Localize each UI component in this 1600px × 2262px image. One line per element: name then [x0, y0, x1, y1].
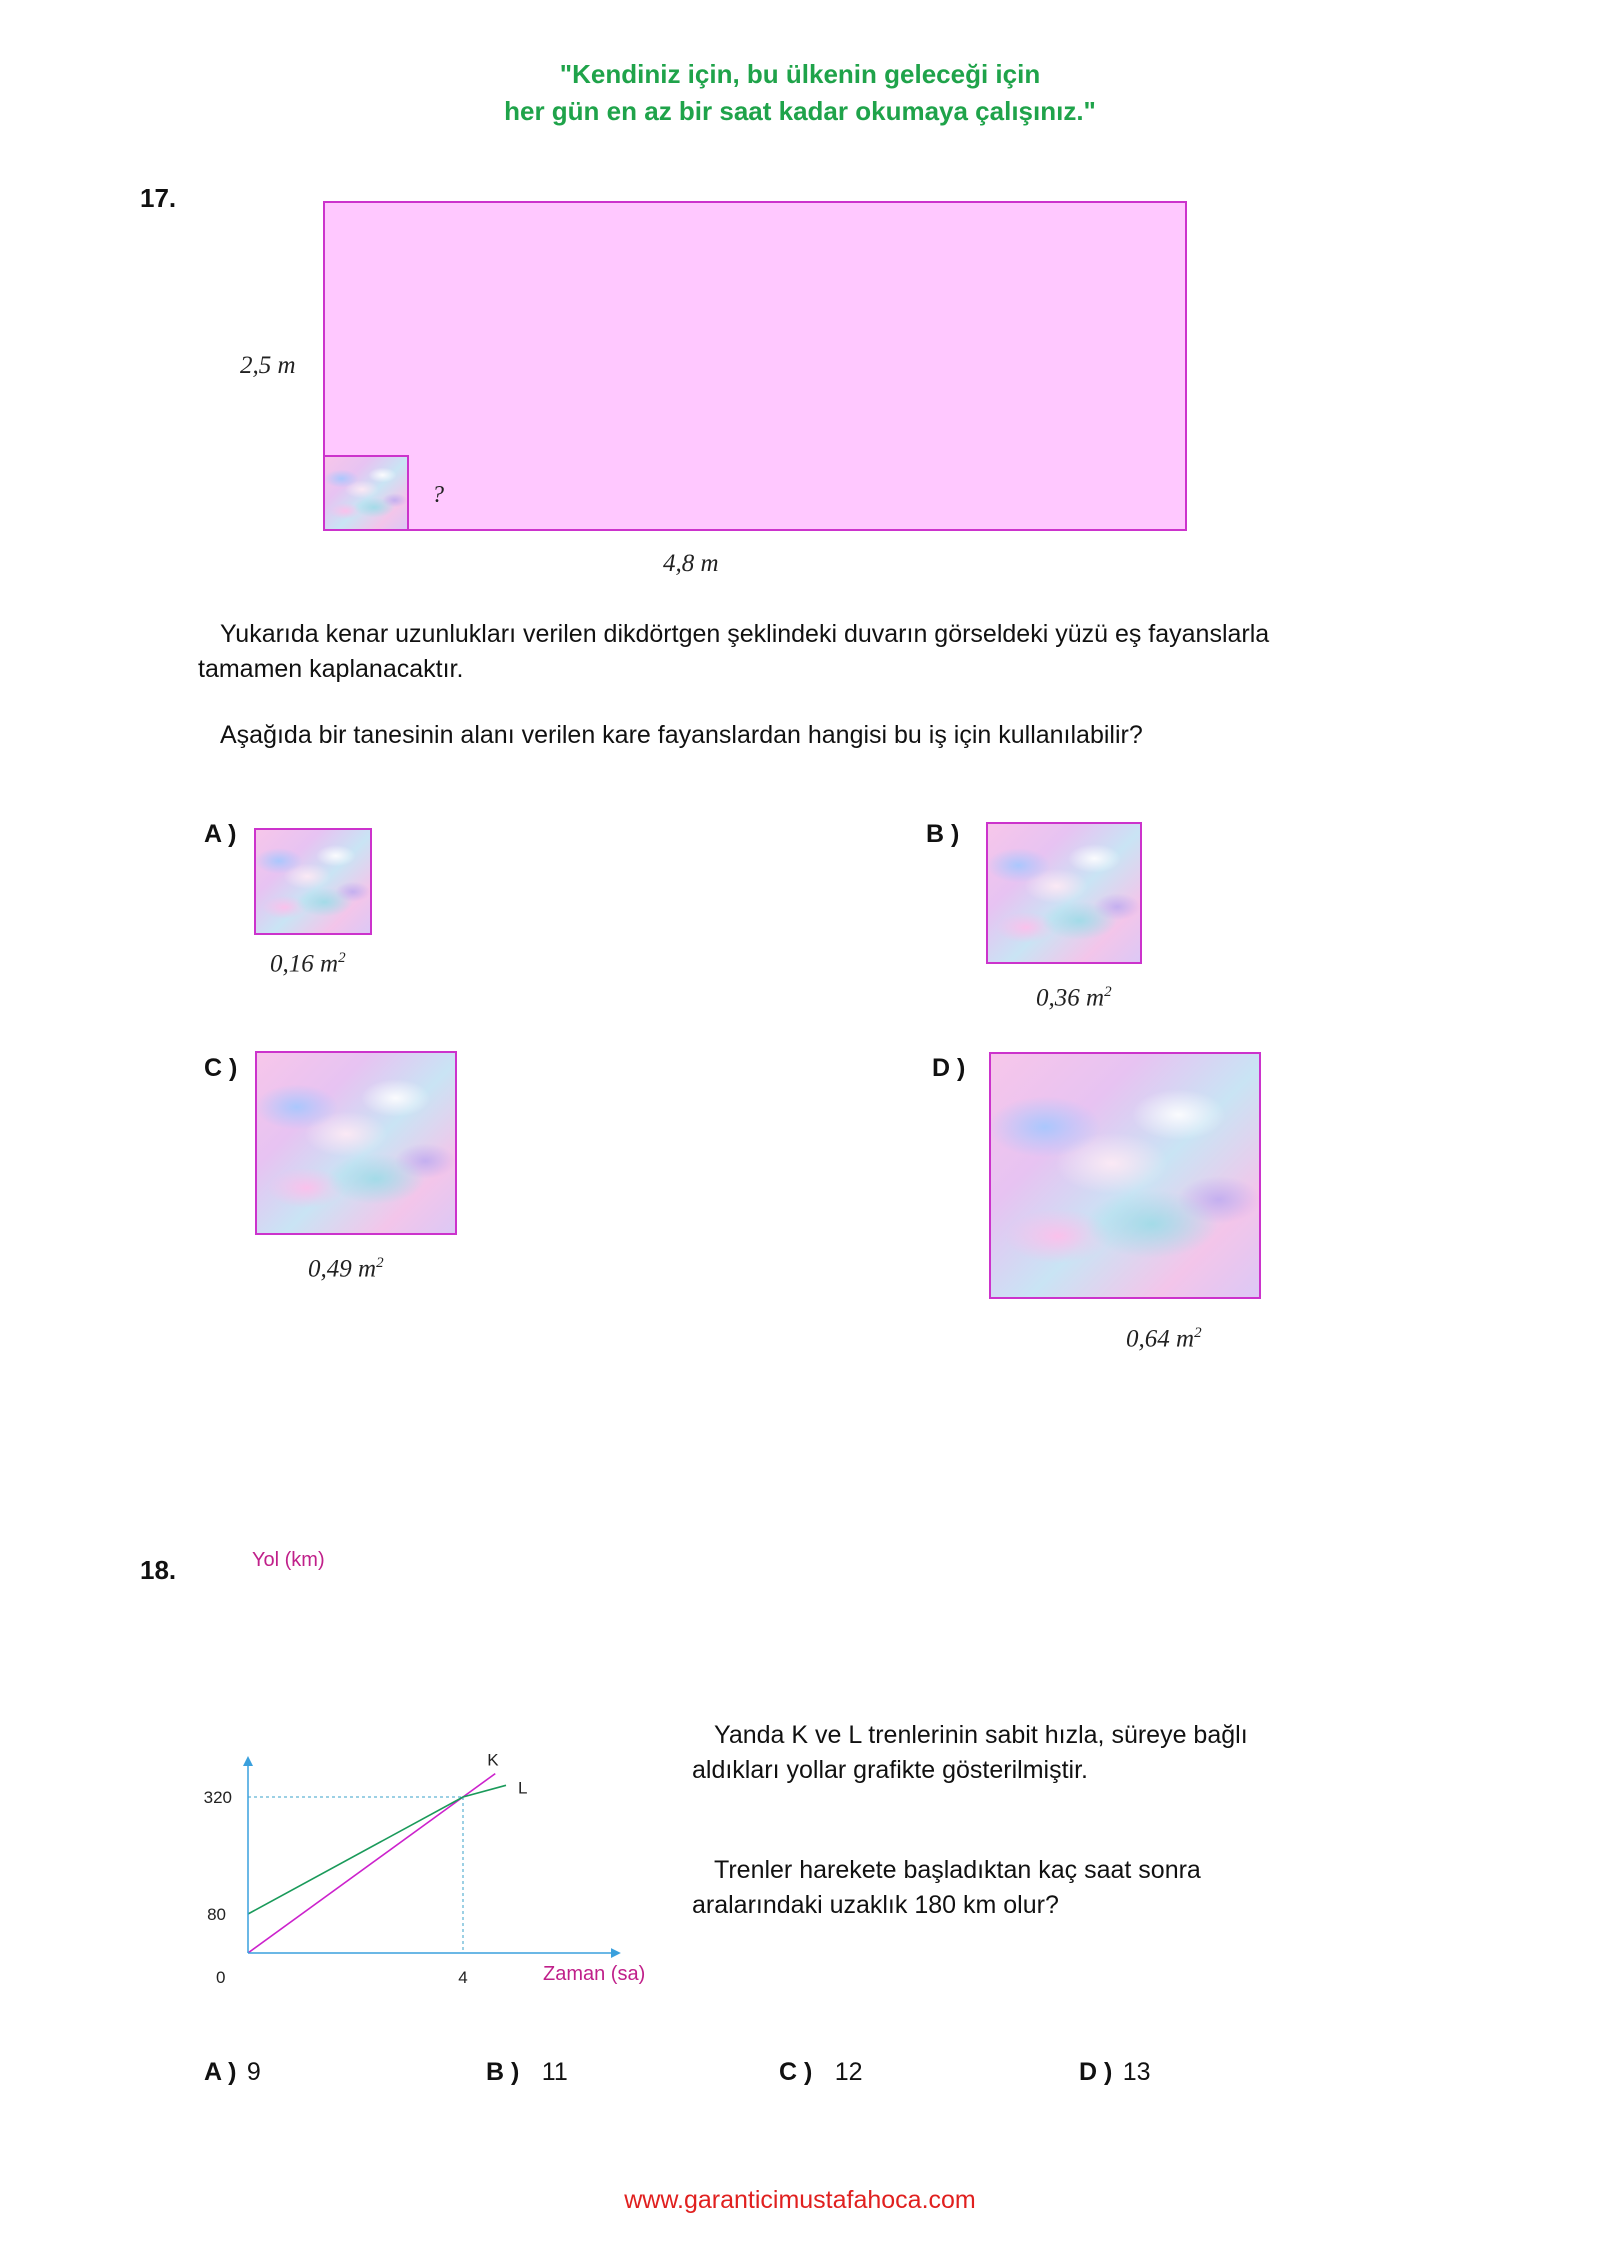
q17-text-line-1: Yukarıda kenar uzunlukları verilen dikdörtgen şeklindeki duvarın görseldeki yüzü eş fayanslarla	[220, 620, 1270, 648]
q17-option-c-tile[interactable]	[255, 1051, 457, 1235]
q17-option-a-tile[interactable]	[254, 828, 372, 935]
footer-website-link[interactable]: www.garanticimustafahoca.com	[624, 2186, 976, 2214]
series-line-l	[248, 1785, 506, 1914]
q18-option-a-letter: A )	[204, 2058, 237, 2086]
origin-label: 0	[216, 1968, 226, 1987]
q17-option-b-area: 0,36 $m^2$	[1036, 984, 1112, 1012]
q18-question-line-2: aralarındaki uzaklık 180 km olur?	[692, 1891, 1059, 1919]
q18-option-a[interactable]	[204, 2058, 261, 2087]
q18-option-b-value: 11	[541, 2058, 568, 2086]
q18-text-line-1: Yanda K ve L trenlerinin sabit hızla, süreye bağlı	[714, 1721, 1248, 1749]
q17-problem-text	[198, 617, 1498, 687]
q17-option-d-letter[interactable]: D )	[932, 1054, 966, 1082]
q17-option-b-tile[interactable]	[986, 822, 1142, 964]
q18-text-line-2: aldıkları yollar grafikte gösterilmiştir.	[692, 1756, 1088, 1784]
quote-line-2: her gün en az bir saat kadar okumaya çalışınız."	[504, 96, 1096, 126]
q18-problem-text	[692, 1718, 1392, 1788]
q18-option-b-letter: B )	[486, 2058, 520, 2086]
q17-text-line-2: tamamen kaplanacaktır.	[198, 655, 464, 683]
question-17-number: 17.	[140, 183, 177, 213]
wall-width-label: 4,8 m	[663, 550, 719, 577]
q18-option-d[interactable]	[1079, 2058, 1151, 2087]
q18-option-d-value: 13	[1122, 2058, 1151, 2086]
y-tick-label-80: 80	[207, 1905, 226, 1924]
q17-option-c-letter[interactable]: C )	[204, 1054, 238, 1082]
series-label-l: L	[518, 1778, 528, 1798]
q17-option-d-area: 0,64 $m^2$	[1126, 1325, 1202, 1353]
q17-option-a-area: 0,16 $m^2$	[270, 950, 346, 978]
q18-option-b[interactable]	[486, 2058, 568, 2087]
q18-option-d-letter: D )	[1079, 2058, 1113, 2086]
q18-option-c-value: 12	[834, 2058, 863, 2086]
question-18-number: 18.	[140, 1555, 177, 1585]
x-axis-label: Zaman (sa)	[543, 1963, 646, 1985]
q17-option-c-area: 0,49 $m^2$	[308, 1255, 384, 1283]
wall-height-label: 2,5 m	[240, 352, 296, 379]
distance-time-chart	[180, 1540, 680, 2010]
motivational-quote	[0, 56, 1600, 130]
quote-line-1: "Kendiniz için, bu ülkenin geleceği için	[559, 59, 1041, 89]
series-label-k: K	[487, 1750, 499, 1770]
q17-question-text: Aşağıda bir tanesinin alanı verilen kare fayanslardan hangisi bu iş için kullanılabilir?	[220, 721, 1143, 749]
unknown-side-label: ?	[432, 482, 444, 508]
q17-option-d-tile[interactable]	[989, 1052, 1261, 1299]
chart-series	[248, 1751, 527, 1953]
y-axis-label: Yol (km)	[252, 1549, 325, 1571]
q18-question-text	[692, 1853, 1392, 1923]
wall-rectangle	[323, 201, 1187, 531]
q18-question-line-1: Trenler harekete başladıktan kaç saat sonra	[714, 1856, 1201, 1884]
chart-ticks	[204, 1788, 468, 1987]
q18-option-c[interactable]	[779, 2058, 863, 2087]
sample-tile	[323, 455, 409, 531]
x-tick-label-4: 4	[458, 1968, 468, 1987]
q17-option-b-letter[interactable]: B )	[926, 820, 960, 848]
q17-option-a-letter[interactable]: A )	[204, 820, 237, 848]
q18-option-c-letter: C )	[779, 2058, 813, 2086]
y-tick-label-320: 320	[203, 1788, 232, 1807]
q18-option-a-value: 9	[246, 2058, 261, 2086]
